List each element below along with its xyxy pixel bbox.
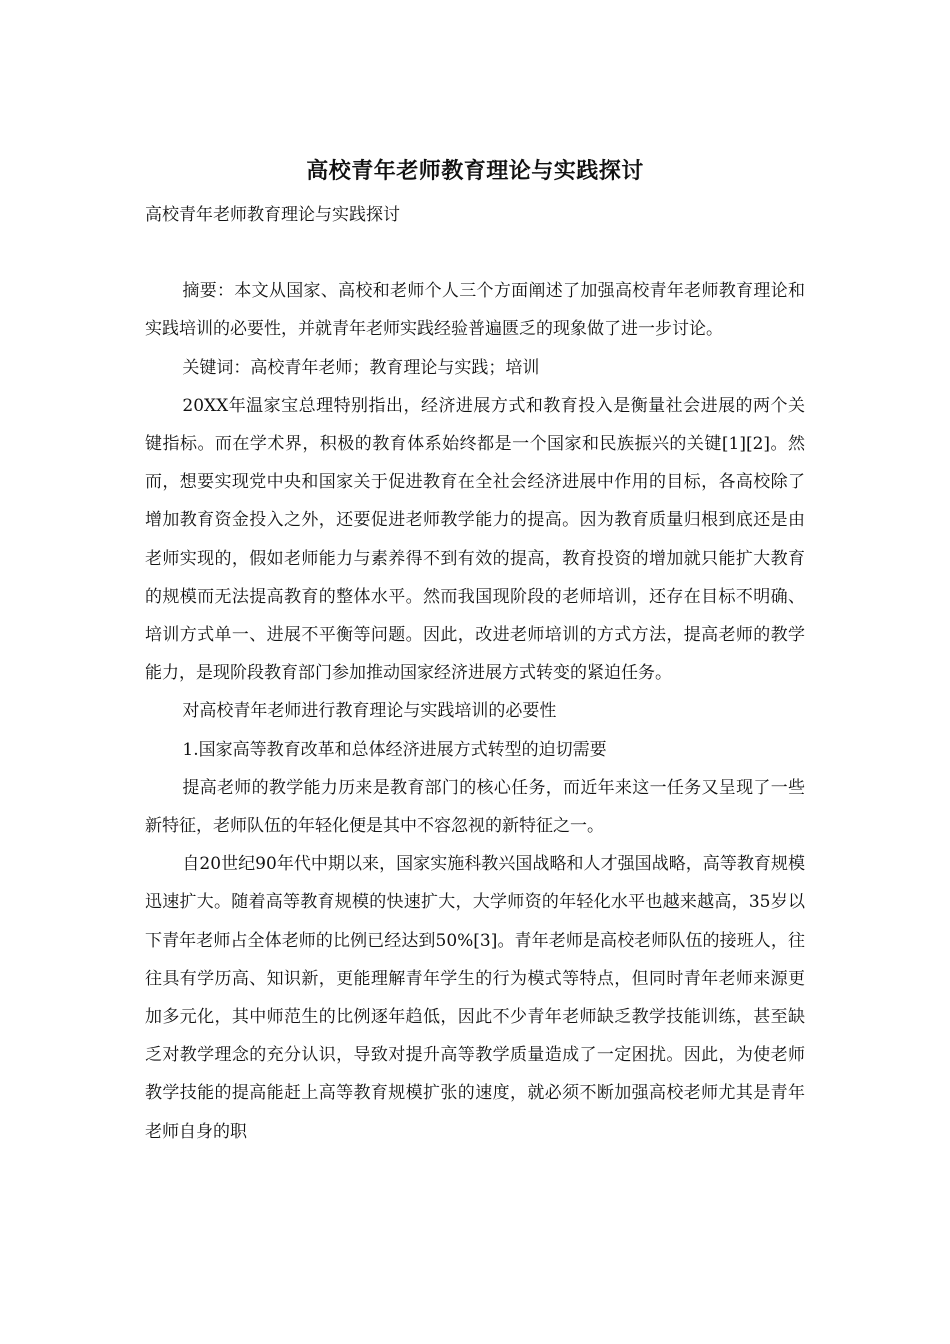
- document-title: 高校青年老师教育理论与实践探讨: [306, 158, 644, 184]
- abstract-paragraph: 摘要：本文从国家、高校和老师个人三个方面阐述了加强高校青年老师教育理论和实践培训的必要性，并就青年老师实践经验普遍匮乏的现象做了进一步讨论。: [145, 281, 805, 340]
- document-subtitle: 高校青年老师教育理论与实践探讨: [145, 205, 400, 225]
- subsection-heading: 1.国家高等教育改革和总体经济进展方式转型的迫切需要: [182, 739, 607, 760]
- section-heading: 对高校青年老师进行教育理论与实践培训的必要性: [182, 701, 557, 722]
- document-body: [145, 196, 805, 1151]
- body-paragraph: 自20世纪90年代中期以来，国家实施科教兴国战略和人才强国战略，高等教育规模迅速扩大。随着高等教育规模的快速扩大，大学师资的年轻化水平也越来越高，35岁以下青年老师占全体老师的比例已经达到50%[3]。青年老师是高校老师队伍的接班人，往往具有学历高、知识新，更能理解青年学生的行为模式等特点，但同时青年老师来源更加多元化，其中师范生的比例逐年趋低，因此不少青年老师缺乏教学技能训练，甚至缺乏对教学理念的充分认识，导致对提升高等教学质量造成了一定困扰。因此，为使老师教学技能的提高能赶上高等教育规模扩张的速度，就必须不断加强高校老师尤其是青年老师自身的职: [145, 854, 805, 1142]
- body-paragraph: 提高老师的教学能力历来是教育部门的核心任务，而近年来这一任务又呈现了一些新特征，老师队伍的年轻化便是其中不容忽视的新特征之一。: [145, 777, 805, 837]
- keywords-paragraph: 关键词：高校青年老师；教育理论与实践；培训: [182, 357, 540, 378]
- body-paragraph: 20XX年温家宝总理特别指出，经济进展方式和教育投入是衡量社会进展的两个关键指标。而在学术界，积极的教育体系始终都是一个国家和民族振兴的关键[1][2]。然而，想要实现党中央和国家关于促进教育在全社会经济进展中作用的目标，各高校除了增加教育资金投入之外，还要促进老师教学能力的提高。因为教育质量归根到底还是由老师实现的，假如老师能力与素养得不到有效的提高，教育投资的增加就只能扩大教育的规模而无法提高教育的整体水平。然而我国现阶段的老师培训，还存在目标不明确、培训方式单一、进展不平衡等问题。因此，改进老师培训的方式方法，提高老师的教学能力，是现阶段教育部门参加推动国家经济进展方式转变的紧迫任务。: [145, 395, 805, 684]
